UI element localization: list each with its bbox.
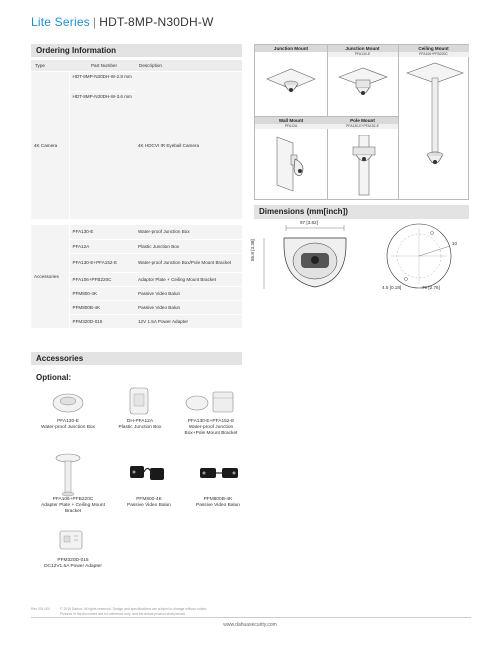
dim-circle-diameter: 70 [2.76] [422,285,440,290]
junction-mount-head-2: Junction Mount [327,45,398,52]
dimensions-drawing [250,219,469,305]
dimension-lines [254,219,469,305]
table-cell: Water-proof Junction Box/Pole Mount Bracket [135,253,242,272]
accessory-item: PFA106+PFB220C Adapter Plate + Ceiling Mount Bracket [41,497,105,514]
table-row: PFM320D-015 [69,314,135,328]
dim-top-width: 97 [3.82] [300,220,318,225]
pole-mount-sub: PFA130-E+PFA152-E [327,124,398,129]
pole-mount-illustration [339,135,389,197]
junction-box-mount-illustration [335,65,391,105]
dim-angle: 10 [452,241,458,246]
footer-rev: Rev 001.001 [31,607,51,611]
col-part: Part Number [69,60,135,71]
page-title [31,15,214,29]
accessory-item: PFM800B-4K Passive Video Balun [196,497,240,508]
footer-url[interactable]: www.dahuasecurity.com [223,622,277,628]
title-separator: | [92,15,97,29]
table-cell: Adaptor Plate + Ceiling Mount Bracket [135,272,242,286]
accessory-item: DH-PFA12A Plastic Junction Box [118,419,162,430]
accessories-title: Accessories [31,352,242,365]
plastic-junction-box-icon [124,386,154,416]
video-balun-icon [126,460,172,486]
table-row: PFA106+PFB220C [69,272,135,286]
table-row: PFA12A [69,239,135,253]
col-type: Type [31,60,69,71]
footer-note-2: Pictures in the document are for reference only, and the actual product shall prevail. [60,612,186,616]
optional-title: Optional: [36,373,72,382]
camera-desc-cell: 4K HDCVI IR Eyeball Camera [135,71,242,219]
dimensions-title: Dimensions (mm[inch]) [254,205,469,219]
ceiling-mount-illustration [405,61,465,181]
accessory-item: PFM800-4K Passive Video Balun [127,497,171,508]
model-label: HDT-8MP-N30DH-W [99,15,214,29]
accessory-item: PFM320D-015 DC12V1.5A Power Adapter [44,558,102,569]
power-adapter-icon [56,527,88,555]
table-row: PFM800-4K [69,286,135,300]
accessories-type-cell: Accessories [31,225,69,328]
junction-mount-illustration [263,65,319,105]
pole-mount-head: Pole Mount [327,117,398,124]
ceiling-mount-head: Ceiling Mount [398,45,469,52]
dim-height: 85.8 [3.38] [250,239,255,261]
table-row: PFM800B-4K [69,300,135,314]
footer-note-1: © 2019 Dahua. All rights reserved. Design and specifications are subject to change without notice. [60,607,208,611]
col-desc: Description [135,60,242,71]
footer-divider [31,617,471,618]
table-cell: 12V 1.5A Power Adapter [135,314,242,328]
accessory-item: PFA130-E Water-proof Junction Box [41,419,95,430]
table-cell: Plastic Junction Box [135,239,242,253]
accessory-item: PFA130-E+PFA152-E Water-proof Junction Box+Pole Mount Bracket [184,419,238,436]
ordering-table [31,60,242,329]
table-cell: Water-proof Junction Box [135,225,242,239]
junction-mount-sub: PFA130-E [327,52,398,57]
table-cell: Passive Video Balun [135,300,242,314]
junction-box-icon [48,390,88,416]
pole-bracket-icon [183,386,239,416]
wall-mount-sub: PFA12A [255,124,327,129]
ordering-title: Ordering Information [31,44,242,57]
junction-mount-head: Junction Mount [255,45,327,52]
camera-type-cell: 4K Camera [31,71,69,219]
wall-mount-head: Wall Mount [255,117,327,124]
mount-panel [254,44,469,200]
table-row: HDT-8MP-N30DH-W-2.8 mm [69,71,135,91]
table-row: PFA130-E+PFA152-E [69,253,135,272]
table-row: HDT-8MP-N30DH-W-3.6 mm [69,91,135,219]
series-label: Lite Series [31,15,90,29]
video-balun-b-icon [196,460,242,486]
table-row: PFA130-E [69,225,135,239]
dim-hole-diameter: 4.5 [0.18] [382,285,402,290]
ceiling-mount-sub: PFA106+PFB220C [398,52,469,57]
wall-mount-illustration [267,135,317,195]
table-cell: Passive Video Balun [135,286,242,300]
ceiling-bracket-icon [48,452,88,498]
